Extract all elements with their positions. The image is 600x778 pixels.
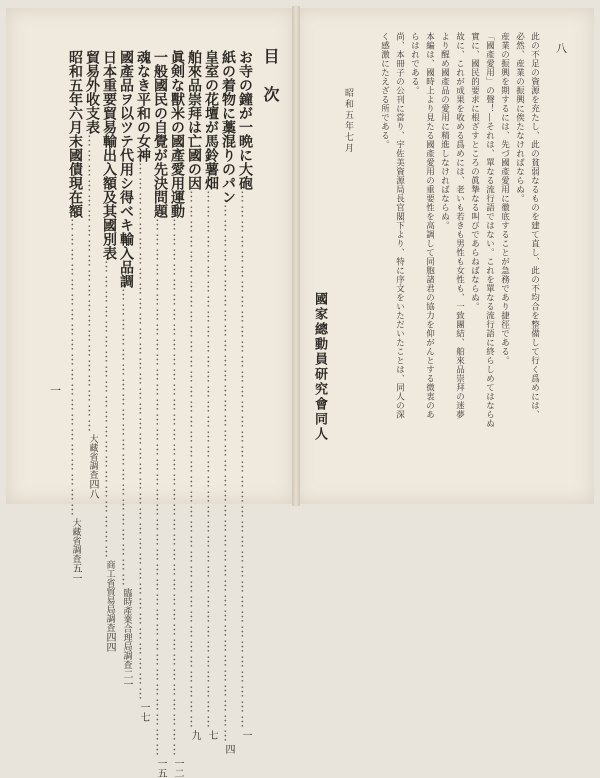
body-line-7: より醒め國產品の愛用に精進しなければならぬ。 (439, 32, 450, 230)
book-gutter (292, 6, 300, 506)
toc-leader: ……………………………………………………………………………………………… (186, 190, 202, 730)
toc-entry-title: お寺の鐘が一晩に大砲 (237, 50, 253, 190)
toc-entry-page: 七 (206, 730, 217, 740)
toc-entry[interactable] (118, 50, 134, 689)
body-line-2: 必然、産業の振興に俟たなければならぬ。 (514, 32, 525, 203)
signature: 國家總動員研究會同人 (312, 292, 327, 442)
body-line-4: 「國產愛用」の聲！―それは、單なる流行語ではない。これを單なる流行語に終らしめてはならぬ (484, 32, 495, 428)
toc-entry-title: 貿易外收支表 (84, 50, 100, 134)
toc-entry-page: 二一 (121, 669, 132, 689)
toc-leader: …………………………………………………… (67, 218, 83, 518)
toc-entry-title: 國產品ヲ以ツテ代用シ得ベキ輸入品調 (118, 50, 134, 288)
toc-entry-source: 臨時產業合理局調査 (121, 588, 132, 669)
toc-entry-page: 一五 (155, 758, 166, 778)
toc-entry-title: 日本重要貿易輸出入額及其國別表 (101, 50, 117, 260)
body-line-11: く感激にたえざる所である。 (379, 32, 390, 149)
toc-entry-page: 四八 (87, 479, 98, 499)
toc-entry[interactable] (67, 50, 83, 583)
body-line-9: らはれである。 (409, 32, 420, 95)
toc-entry-title: 魂なき平和の女神 (135, 50, 151, 162)
toc-entry-source: 商工省貿易局調査 (104, 560, 115, 632)
toc-entry[interactable] (152, 50, 168, 778)
toc-entry[interactable] (220, 50, 236, 754)
toc-leader: ……………………………………………………………………………………………… (169, 218, 185, 758)
toc-entry-source: 大藏省調査 (70, 518, 81, 563)
toc-entry-page: 九 (189, 730, 200, 740)
toc-entry-title: 舶來品崇拜は亡國の因 (186, 50, 202, 190)
toc-leader: ……………………………………………………………………………………………… (203, 190, 219, 730)
toc-entry[interactable] (84, 50, 100, 499)
date-line: 昭和五年七月 (343, 88, 353, 154)
toc-leader: …………………………………………………… (118, 288, 134, 588)
toc-leader: ……………………………………………………………………………………………… (135, 162, 151, 702)
toc-entry-title: 一般國民の自覺が先決問題 (152, 50, 168, 218)
toc-leader: ……………………………………………………………………………………………… (152, 218, 168, 758)
toc-entry-page: 四四 (104, 632, 115, 652)
toc-entry[interactable] (169, 50, 185, 778)
body-line-10: 尚、本冊子の公刊に當り、宇佐美資源局長官閣下より、特に序文をいただいたことは、同人の深 (394, 32, 405, 419)
toc-entry-title: 皇室の花壇が馬鈴薯畑 (203, 50, 219, 190)
left-folio: 一 (50, 384, 61, 397)
toc-entry-source: 大藏省調査 (87, 434, 98, 479)
toc-entry[interactable] (237, 50, 253, 740)
body-line-3: 産業の振興を期するには、先づ國產愛用に徹底することが急務であり捷徑である。 (499, 32, 510, 365)
toc-entry[interactable] (135, 50, 151, 722)
toc-entry-page: 一二 (172, 758, 183, 778)
toc-entry-page: 五一 (70, 563, 81, 583)
body-line-6: 故に、これが成果を收める爲めには、老いも若きも男性も女性も、一致團結、舶來品崇拜の迷夢 (454, 32, 465, 419)
toc-entry[interactable] (101, 50, 117, 652)
toc-entry-title: 眞剣な獸米の國產愛用運動 (169, 50, 185, 218)
toc-entry-title: 紙の着物に藁混りのパン (220, 50, 236, 204)
body-line-1: 此の不足の資源を充たし、此の貧弱なるものを建て直し、此の不均合を整備して行く爲めには、 (529, 32, 540, 419)
body-line-8: 本編は、國時上より見たる國產愛用の重要性を高調して同胞諸君の協力を仰がんとする微衷のあ (424, 32, 435, 419)
toc-entry-title: 昭和五年六月末國債現在額 (67, 50, 83, 218)
toc-leader: ……………………………………………………………………………………………… (220, 204, 236, 744)
toc-title: 目次 (261, 48, 280, 124)
toc-entry-page: 一 (240, 730, 251, 740)
body-line-5: 實に、國民的要求に根ざすところの眞摯なる叫びであらねばならぬ。 (469, 32, 480, 311)
toc-leader: …………………………………………………… (84, 134, 100, 434)
toc-entry[interactable] (186, 50, 202, 740)
page-number: 八 (556, 42, 567, 55)
toc-entry-page: 一七 (138, 702, 149, 722)
toc-entry-page: 四 (223, 744, 234, 754)
toc-leader: …………………………………………………… (101, 260, 117, 560)
toc-leader: ……………………………………………………………………………………………… (237, 190, 253, 730)
toc-entry[interactable] (203, 50, 219, 740)
